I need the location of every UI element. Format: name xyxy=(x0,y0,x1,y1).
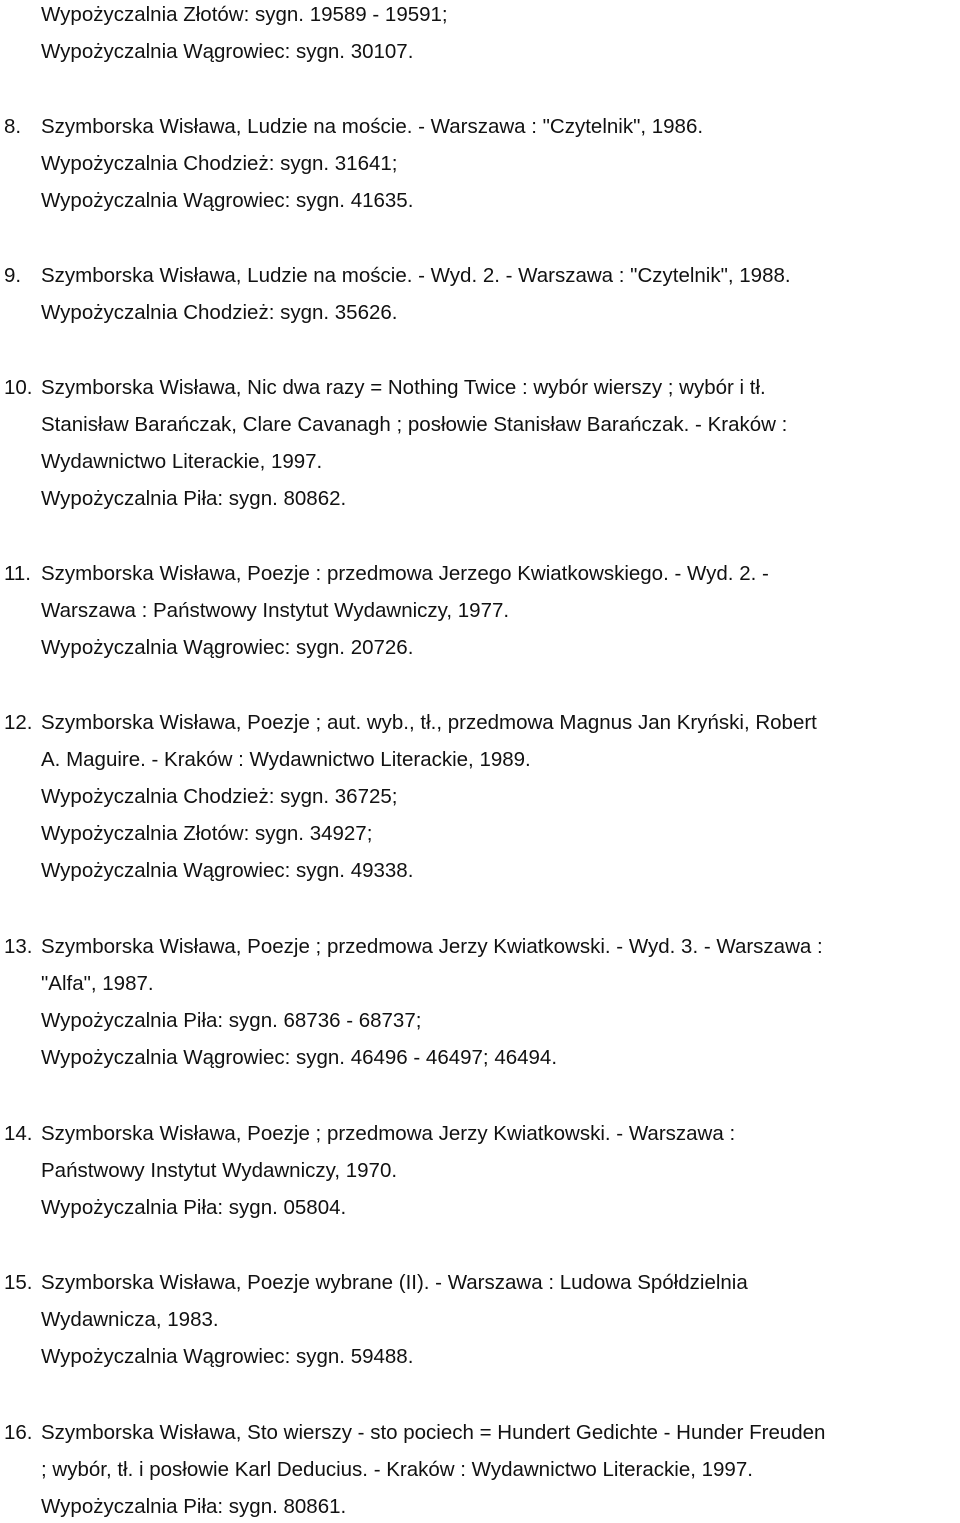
entry-line: Warszawa : Państwowy Instytut Wydawniczy, 1977. xyxy=(41,599,510,622)
intro-line: Wypożyczalnia Złotów: sygn. 19589 - 19591; xyxy=(41,3,448,26)
entry-number: 14. xyxy=(4,1122,33,1145)
entry-line: Szymborska Wisława, Poezje ; aut. wyb., tł., przedmowa Magnus Jan Kryński, Robert xyxy=(41,711,817,734)
entry-line: Wypożyczalnia Piła: sygn. 80862. xyxy=(41,487,347,510)
entry-line: Wypożyczalnia Piła: sygn. 80861. xyxy=(41,1495,347,1518)
entry-line: Szymborska Wisława, Nic dwa razy = Nothing Twice : wybór wierszy ; wybór i tł. xyxy=(41,376,766,399)
entry-line: Wypożyczalnia Piła: sygn. 68736 - 68737; xyxy=(41,1009,422,1032)
intro-line: Wypożyczalnia Wągrowiec: sygn. 30107. xyxy=(41,40,414,63)
entry-line: Wypożyczalnia Wągrowiec: sygn. 41635. xyxy=(41,189,414,212)
entry-number: 13. xyxy=(4,935,33,958)
entry-line: Szymborska Wisława, Poezje wybrane (II). - Warszawa : Ludowa Spółdzielnia xyxy=(41,1271,748,1294)
entry-line: Wypożyczalnia Wągrowiec: sygn. 46496 - 46497; 46494. xyxy=(41,1046,558,1069)
entry-number: 12. xyxy=(4,711,33,734)
entry-number: 15. xyxy=(4,1271,33,1294)
entry-line: Wypożyczalnia Złotów: sygn. 34927; xyxy=(41,822,373,845)
entry-line: Wypożyczalnia Chodzież: sygn. 36725; xyxy=(41,785,398,808)
entry-line: Szymborska Wisława, Poezje : przedmowa Jerzego Kwiatkowskiego. - Wyd. 2. - xyxy=(41,562,769,585)
entry-line: Szymborska Wisława, Ludzie na moście. - Warszawa : "Czytelnik", 1986. xyxy=(41,115,704,138)
entry-line: Szymborska Wisława, Poezje ; przedmowa Jerzy Kwiatkowski. - Warszawa : xyxy=(41,1122,736,1145)
entry-number: 16. xyxy=(4,1421,33,1444)
entry-line: Państwowy Instytut Wydawniczy, 1970. xyxy=(41,1159,398,1182)
entry-line: "Alfa", 1987. xyxy=(41,972,154,995)
entry-number: 8. xyxy=(4,115,22,138)
entry-line: Wydawnicza, 1983. xyxy=(41,1308,219,1331)
entry-line: Wypożyczalnia Chodzież: sygn. 35626. xyxy=(41,301,398,324)
entry-line: A. Maguire. - Kraków : Wydawnictwo Literackie, 1989. xyxy=(41,748,531,771)
entry-number: 10. xyxy=(4,376,33,399)
entry-line: Wypożyczalnia Wągrowiec: sygn. 20726. xyxy=(41,636,414,659)
entry-number: 11. xyxy=(4,562,31,585)
entry-line: ; wybór, tł. i posłowie Karl Deducius. - Kraków : Wydawnictwo Literackie, 1997. xyxy=(41,1458,753,1481)
entry-line: Wypożyczalnia Wągrowiec: sygn. 49338. xyxy=(41,859,414,882)
entry-number: 9. xyxy=(4,264,22,287)
entry-line: Wypożyczalnia Chodzież: sygn. 31641; xyxy=(41,152,398,175)
entry-line: Szymborska Wisława, Ludzie na moście. - Wyd. 2. - Warszawa : "Czytelnik", 1988. xyxy=(41,264,791,287)
entry-line: Szymborska Wisława, Poezje ; przedmowa Jerzy Kwiatkowski. - Wyd. 3. - Warszawa : xyxy=(41,935,823,958)
entry-line: Szymborska Wisława, Sto wierszy - sto pociech = Hundert Gedichte - Hunder Freuden xyxy=(41,1421,826,1444)
entry-line: Wypożyczalnia Wągrowiec: sygn. 59488. xyxy=(41,1345,414,1368)
entry-line: Stanisław Barańczak, Clare Cavanagh ; posłowie Stanisław Barańczak. - Kraków : xyxy=(41,413,788,436)
entry-line: Wypożyczalnia Piła: sygn. 05804. xyxy=(41,1196,347,1219)
entry-line: Wydawnictwo Literackie, 1997. xyxy=(41,450,323,473)
